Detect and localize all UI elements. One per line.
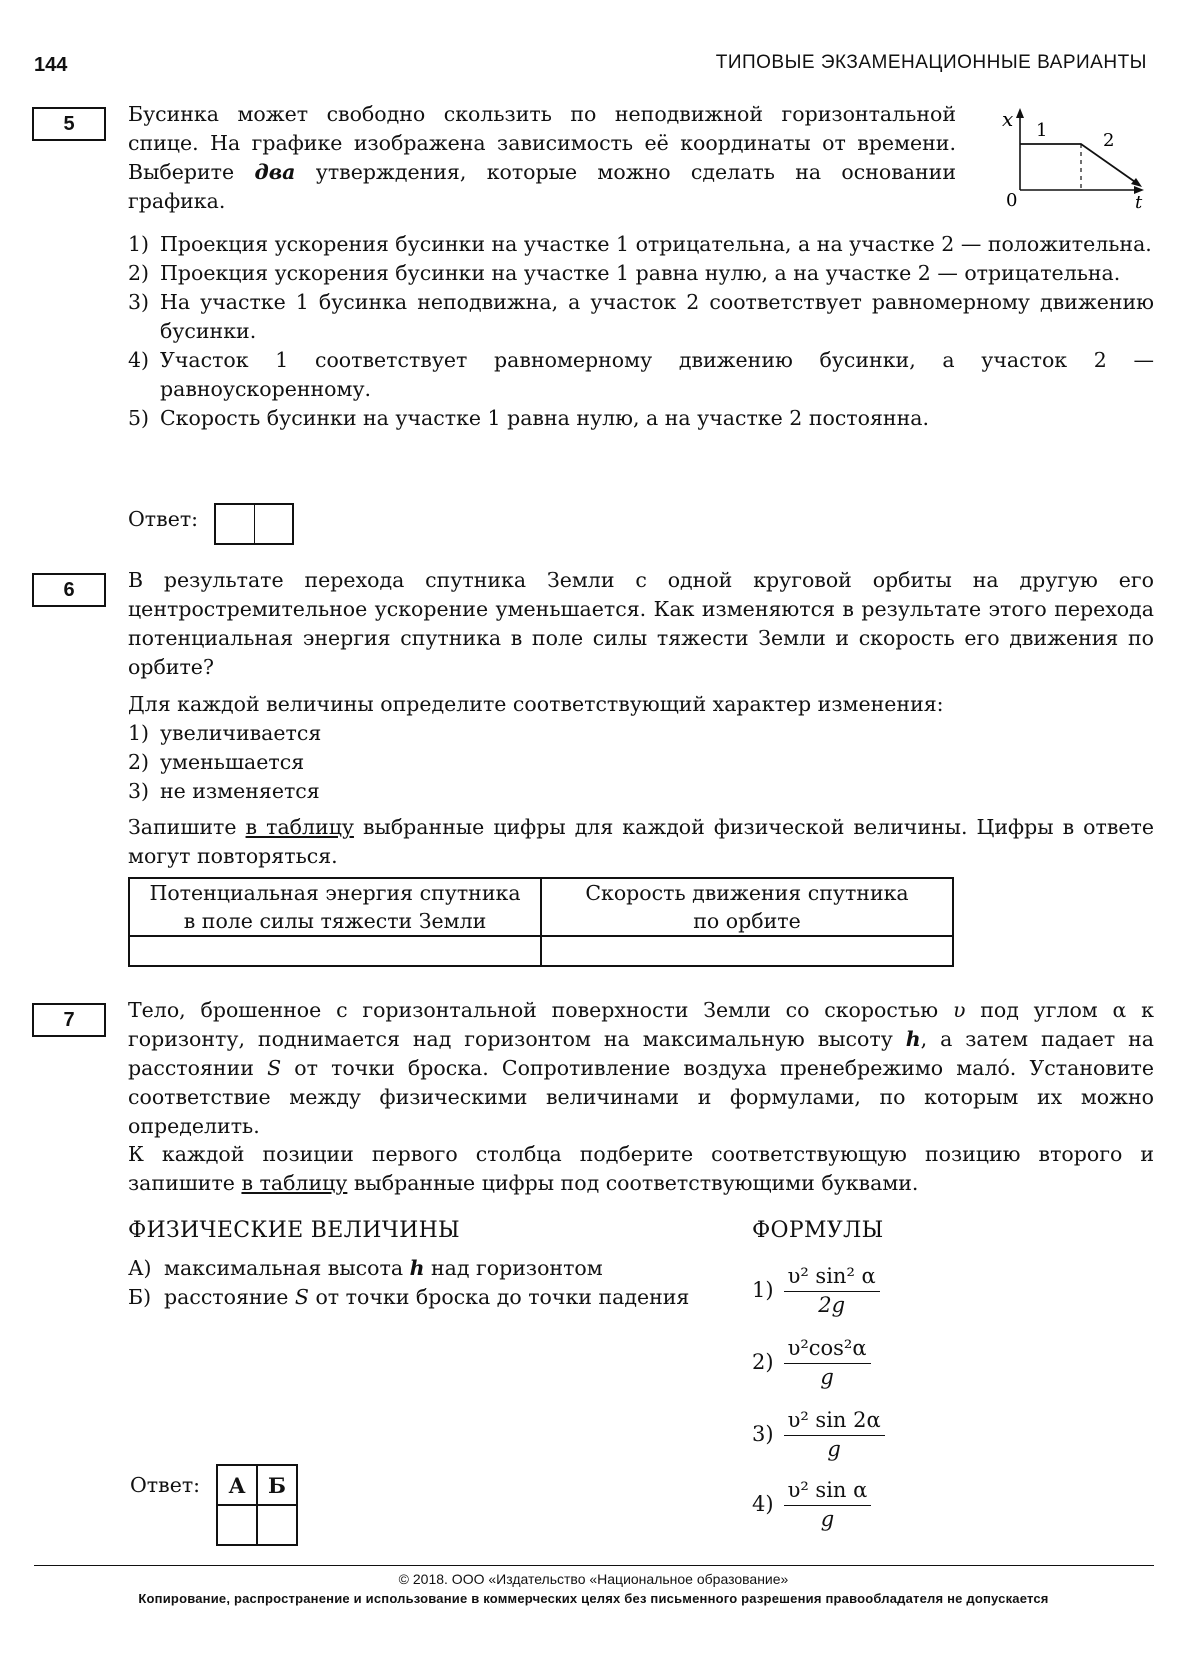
formula-denominator: 2g [818, 1293, 846, 1317]
q7-item-a [128, 1254, 692, 1283]
option-number: 4) [128, 348, 150, 372]
option-text: Участок 1 соответствует равномерному движению бусинки, а участок 2 — равноускоренному. [160, 348, 1154, 401]
q5-text [128, 100, 956, 216]
q7-text-part: от точки броска. Сопротивление воздуха пренебрежимо мало́. Установите соответствие между физическими величинами и формулами, по которым их можно определить. [128, 1056, 1155, 1138]
question-number-7: 7 [32, 1003, 106, 1037]
item-text-part: максимальная высота [164, 1256, 410, 1280]
graph-x-axis-arrow [1016, 108, 1024, 118]
q6-write-part: Запишите [128, 815, 246, 839]
graph-line [1020, 144, 1138, 184]
formula-fraction [784, 1476, 872, 1532]
q6-write-part: выбранные цифры для каждой физической величины. Цифры в ответе могут повторяться. [128, 815, 1154, 868]
q7-answer-cell-b[interactable] [257, 1505, 297, 1545]
q5-option-4 [128, 346, 1154, 404]
q7-instr-part: выбранные цифры под соответствующими буквами. [347, 1171, 919, 1195]
q6-answer-cell-1[interactable] [129, 936, 541, 966]
footer-copyright: © 2018. ООО «Издательство «Национальное образование» [398, 1571, 789, 1587]
option-text: увеличивается [160, 721, 322, 745]
item-text [164, 1283, 692, 1312]
q5-answer-label: Ответ: [128, 507, 199, 531]
option-number: 1) [128, 232, 150, 256]
formula-fraction [784, 1262, 880, 1318]
q5-option-5 [128, 404, 1154, 433]
option-number: 2) [128, 750, 150, 774]
item-letter: А) [128, 1256, 152, 1280]
q7-var-v: υ [952, 998, 966, 1022]
option-number: 3) [128, 779, 150, 803]
footer-notice: Копирование, распространение и использование в коммерческих целях без письменного разрешения правообладателя не допускается [138, 1591, 1049, 1606]
option-number: 2) [128, 261, 150, 285]
formula-denominator: g [820, 1507, 835, 1531]
item-text-part: расстояние [164, 1285, 295, 1309]
q6-text: В результате перехода спутника Земли с одной круговой орбиты на другую его центростремительное ускорение уменьшается. Как изменяются в результате этого перехода потенциальная энергия спутника в поле силы тяжести Земли и скорость его движения по орбите? [128, 568, 1154, 679]
option-number: 1) [128, 721, 150, 745]
q6-option-2 [128, 748, 728, 777]
header-line: по орбите [693, 909, 801, 933]
item-text [164, 1254, 692, 1283]
q7-formula-4 [752, 1476, 871, 1532]
q7-formulas-heading: ФОРМУЛЫ [752, 1218, 884, 1243]
q6-option-1 [128, 719, 728, 748]
graph-t-label: t [1135, 192, 1143, 211]
q5-answer-cell-2[interactable] [254, 505, 292, 543]
graph-segment-2-label: 2 [1103, 130, 1115, 151]
item-var: S [294, 1285, 309, 1309]
q7-formula-3 [752, 1406, 885, 1462]
item-letter: Б) [128, 1285, 152, 1309]
formula-numerator: υ²cos²α [784, 1334, 871, 1364]
graph-segment-1-label: 1 [1036, 120, 1048, 141]
q7-instruction [128, 1140, 1154, 1198]
q7-answer-header-b: Б [257, 1465, 297, 1505]
q7-answer-table [216, 1464, 298, 1546]
q6-write-instruction [128, 813, 1154, 871]
q5-option-3 [128, 288, 1154, 346]
q5-options [128, 230, 1154, 433]
q7-answer-cell-a[interactable] [217, 1505, 257, 1545]
coordinate-time-graph [990, 106, 1150, 211]
q5-option-1 [128, 230, 1154, 259]
formula-numerator: υ² sin α [784, 1476, 872, 1506]
q7-var-h: h [905, 1027, 921, 1051]
option-text: Проекция ускорения бусинки на участке 1 равна нулю, а на участке 2 — отрицательна. [160, 261, 1121, 285]
formula-number: 2) [752, 1350, 774, 1374]
q7-instr-part: К каждой позиции первого столбца подберите соответствующую позицию второго и запишите [128, 1142, 1154, 1195]
q7-answer-header-a: А [217, 1465, 257, 1505]
q7-text-part: Тело, брошенное с горизонтальной поверхности Земли со скоростью [128, 998, 953, 1022]
question-number-6: 6 [32, 573, 106, 607]
formula-number: 1) [752, 1278, 774, 1302]
q6-options [128, 719, 728, 806]
formula-denominator: g [827, 1437, 841, 1461]
option-number: 5) [128, 406, 150, 430]
running-header: ТИПОВЫЕ ЭКЗАМЕНАЦИОННЫЕ ВАРИАНТЫ [715, 52, 1147, 73]
item-text-part: от точки броска до точки падения [308, 1285, 690, 1309]
q7-formula-2 [752, 1334, 871, 1390]
q6-table-header-orbital-speed [541, 878, 953, 936]
q6-answer-cell-2[interactable] [541, 936, 953, 966]
item-text-part: над горизонтом [424, 1256, 603, 1280]
formula-fraction [784, 1334, 871, 1390]
q7-item-b [128, 1283, 692, 1312]
question-number-5: 5 [32, 107, 106, 141]
header-line: Потенциальная энергия спутника [149, 881, 521, 905]
graph-origin-label: 0 [1006, 190, 1018, 211]
formula-numerator: υ² sin² α [784, 1262, 880, 1292]
q7-answer-label: Ответ: [130, 1473, 201, 1497]
q7-var-s: S [267, 1056, 282, 1080]
formula-numerator: υ² sin 2α [784, 1406, 885, 1436]
header-line: в поле силы тяжести Земли [183, 909, 487, 933]
q7-text-part: под углом α к горизонту, поднимается над горизонтом на максимальную высоту [128, 998, 1154, 1051]
q5-text-part: утверждения, которые можно сделать на основании графика. [128, 160, 956, 213]
q6-write-underlined: в таблицу [245, 815, 354, 839]
option-text: На участке 1 бусинка неподвижна, а участок 2 соответствует равномерному движению бусинки. [160, 290, 1154, 343]
option-text: Скорость бусинки на участке 1 равна нулю, а на участке 2 постоянна. [160, 406, 929, 430]
q6-instruction: Для каждой величины определите соответствующий характер изменения: [128, 692, 944, 716]
q7-text [128, 996, 1154, 1141]
q5-emphasis: два [254, 160, 296, 184]
header-line: Скорость движения спутника [585, 881, 909, 905]
formula-fraction [784, 1406, 885, 1462]
q5-answer-cell-1[interactable] [216, 505, 254, 543]
q7-instr-underlined: в таблицу [241, 1171, 348, 1195]
option-text: не изменяется [160, 779, 320, 803]
q6-table-header-potential-energy [129, 878, 541, 936]
q6-answer-table [128, 877, 954, 967]
q6-option-3 [128, 777, 728, 806]
option-number: 3) [128, 290, 150, 314]
q7-formula-1 [752, 1262, 880, 1318]
footer-divider [34, 1565, 1154, 1566]
q5-option-2 [128, 259, 1154, 288]
q5-answer-cells[interactable] [214, 503, 294, 545]
option-text: Проекция ускорения бусинки на участке 1 отрицательна, а на участке 2 — положительна. [160, 232, 1152, 256]
q7-text-part: , а затем падает на расстоянии [128, 1027, 1154, 1080]
formula-number: 4) [752, 1492, 774, 1516]
formula-number: 3) [752, 1422, 774, 1446]
page-number: 144 [34, 54, 68, 76]
graph-x-label: x [1002, 107, 1014, 131]
option-text: уменьшается [160, 750, 305, 774]
item-var: h [409, 1256, 425, 1280]
q7-quantities-heading: ФИЗИЧЕСКИЕ ВЕЛИЧИНЫ [128, 1218, 460, 1243]
formula-denominator: g [820, 1365, 834, 1389]
q5-text-part: Бусинка может свободно скользить по неподвижной горизонтальной спице. На графике изображена зависимость её координаты от времени. Выберите [128, 102, 956, 184]
